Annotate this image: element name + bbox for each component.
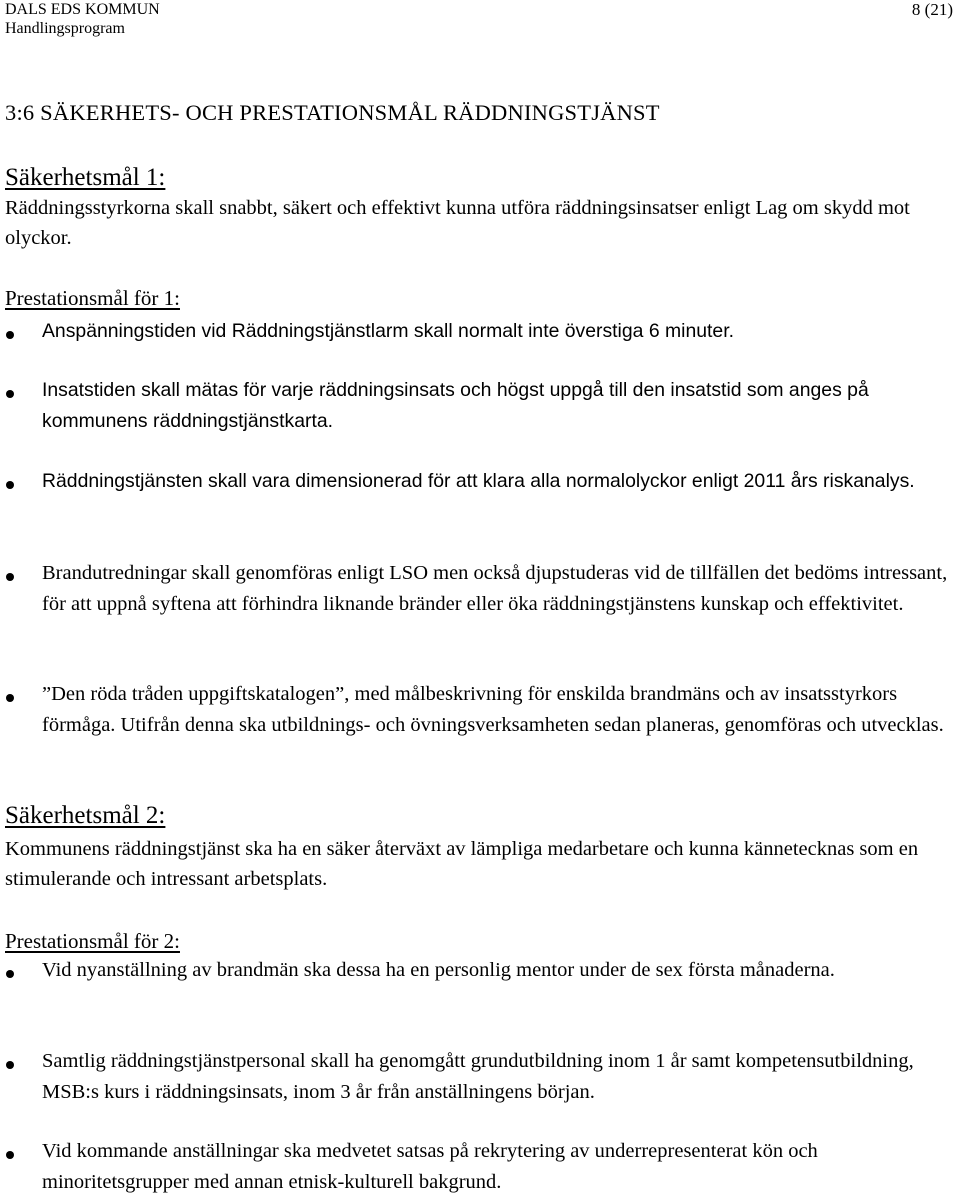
safety-goal-2-text: Kommunens räddningstjänst ska ha en säker återväxt av lämpliga medarbetare och kunna kännetecknas som en stimulerande och intressant arbetsplats. — [5, 838, 919, 890]
list-item-text: Samtlig räddningstjänstpersonal skall ha genomgått grundutbildning inom 1 år samt kompetensutbildning, MSB:s kurs i räddningsinsats, inom 3 år från anställningens början. — [42, 1050, 914, 1103]
bullet-icon — [6, 1151, 14, 1159]
bullet-icon — [6, 573, 14, 581]
list-item-text: ”Den röda tråden uppgiftskatalogen”, med målbeskrivning för enskilda brandmäns och av insatsstyrkors förmåga. Utifrån denna ska utbildnings- och övningsverksamheten sedan planeras, genomföras och utvecklas. — [42, 683, 944, 736]
header-page-number: 8 (21) — [911, 0, 953, 19]
section-title: 3:6 SÄKERHETS- OCH PRESTATIONSMÅL RÄDDNINGSTJÄNST — [5, 100, 660, 125]
bullet-icon — [6, 481, 14, 489]
list-item-text: Räddningstjänsten skall vara dimensionerad för att klara alla normalolyckor enligt 2011 års riskanalys. — [42, 470, 915, 492]
safety-goal-1-heading: Säkerhetsmål 1: — [5, 164, 166, 191]
bullet-icon — [6, 1061, 14, 1069]
list-item-text: Insatstiden skall mätas för varje räddningsinsats och högst uppgå till den insatstid som anges på kommunens räddningstjänstkarta. — [42, 379, 869, 432]
list-item-text: Vid kommande anställningar ska medvetet satsas på rekrytering av underrepresenterat kön och minoritetsgrupper med annan etnisk-kulturell bakgrund. — [42, 1140, 818, 1193]
page-header — [5, 0, 160, 38]
bullet-icon — [6, 331, 14, 339]
performance-goal-2-heading: Prestationsmål för 2: — [5, 929, 180, 953]
bullet-icon — [6, 390, 14, 398]
list-item-text: Anspänningstiden vid Räddningstjänstlarm skall normalt inte överstiga 6 minuter. — [42, 320, 734, 342]
header-organization: DALS EDS KOMMUN — [5, 1, 160, 18]
header-document-name: Handlingsprogram — [5, 20, 125, 37]
list-item-text: Vid nyanställning av brandmän ska dessa ha en personlig mentor under de sex första månaderna. — [42, 959, 835, 981]
bullet-icon — [6, 694, 14, 702]
safety-goal-1-text: Räddningsstyrkorna skall snabbt, säkert och effektivt kunna utföra räddningsinsatser enligt Lag om skydd mot olyckor. — [5, 197, 910, 249]
performance-goal-1-heading: Prestationsmål för 1: — [5, 286, 180, 310]
bullet-icon — [6, 970, 14, 978]
safety-goal-2-heading: Säkerhetsmål 2: — [5, 802, 166, 829]
list-item-text: Brandutredningar skall genomföras enligt LSO men också djupstuderas vid de tillfällen det bedöms intressant, för att uppnå syftena att förhindra liknande bränder eller öka räddningstjänstens kunskap och effektivitet. — [42, 562, 948, 615]
